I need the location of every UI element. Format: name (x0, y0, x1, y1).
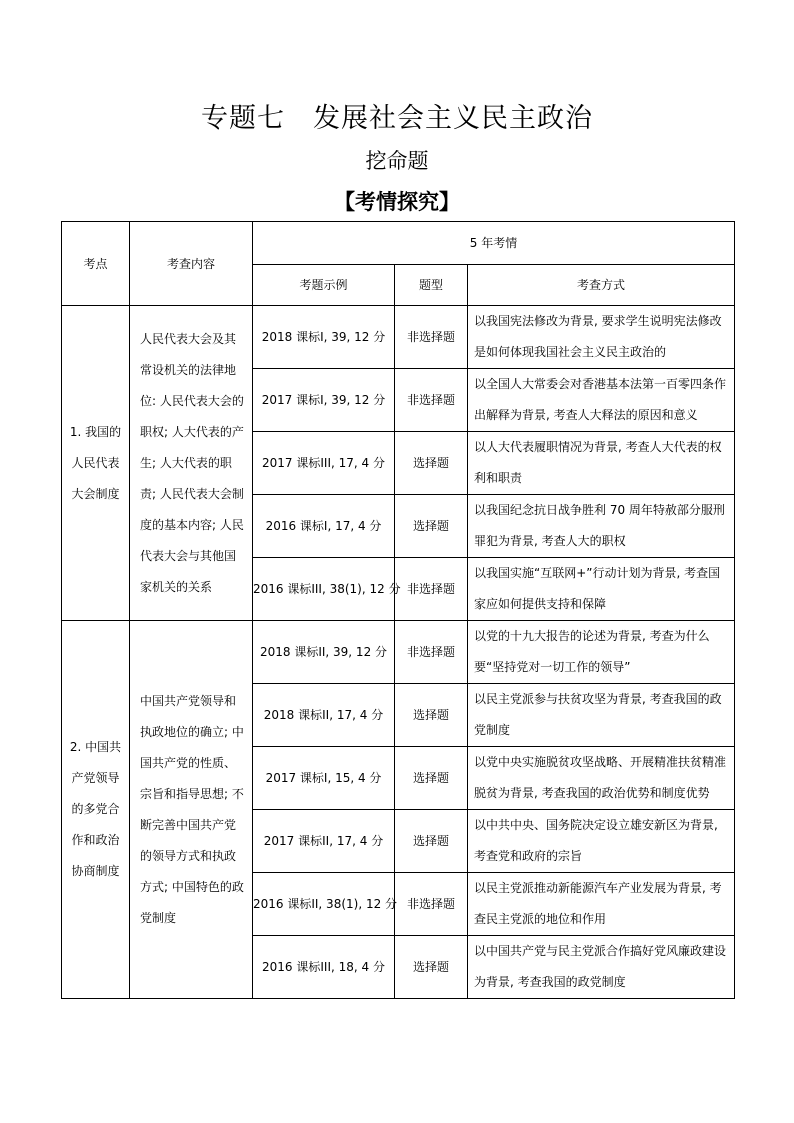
exam-content-cell: 中国共产党领导和执政地位的确立; 中国共产党的性质、宗旨和指导思想; 不断完善中国共产党的领导方式和执政方式; 中国特色的政党制度 (130, 621, 253, 999)
exam-method-cell: 以民主党派推动新能源汽车产业发展为背景, 考查民主党派的地位和作用 (468, 873, 735, 936)
exam-example-cell: 2016 课标II, 38(1), 12 分 (253, 873, 395, 936)
question-type-cell: 非选择题 (395, 873, 468, 936)
col-header-point: 考点 (62, 222, 130, 306)
question-type-cell: 非选择题 (395, 369, 468, 432)
exam-method-cell: 以人大代表履职情况为背景, 考查人大代表的权利和职责 (468, 432, 735, 495)
exam-point-cell: 2. 中国共产党领导的多党合作和政治协商制度 (62, 621, 130, 999)
col-header-example: 考题示例 (253, 265, 395, 306)
table-header-row-1 (62, 222, 735, 265)
question-type-cell: 选择题 (395, 747, 468, 810)
col-header-content: 考查内容 (130, 222, 253, 306)
exam-method-cell: 以民主党派参与扶贫攻坚为背景, 考查我国的政党制度 (468, 684, 735, 747)
exam-example-cell: 2018 课标II, 39, 12 分 (253, 621, 395, 684)
exam-point-cell: 1. 我国的人民代表大会制度 (62, 306, 130, 621)
exam-method-cell: 以中共中央、国务院决定设立雄安新区为背景, 考查党和政府的宗旨 (468, 810, 735, 873)
question-type-cell: 非选择题 (395, 306, 468, 369)
exam-method-cell: 以党的十九大报告的论述为背景, 考查为什么要“坚持党对一切工作的领导” (468, 621, 735, 684)
exam-example-cell: 2018 课标Ⅰ, 39, 12 分 (253, 306, 395, 369)
col-header-type: 题型 (395, 265, 468, 306)
page-subtitle: 挖命题 (365, 149, 429, 173)
question-type-cell: 选择题 (395, 495, 468, 558)
exam-example-cell: 2016 课标Ⅰ, 17, 4 分 (253, 495, 395, 558)
section-heading: 【考情探究】 (334, 190, 460, 214)
exam-example-cell: 2016 课标III, 18, 4 分 (253, 936, 395, 999)
exam-example-cell: 2017 课标Ⅰ, 39, 12 分 (253, 369, 395, 432)
table-row (62, 621, 735, 684)
exam-example-cell: 2017 课标II, 17, 4 分 (253, 810, 395, 873)
question-type-cell: 非选择题 (395, 621, 468, 684)
exam-method-cell: 以我国纪念抗日战争胜利 70 周年特赦部分服刑罪犯为背景, 考查人大的职权 (468, 495, 735, 558)
exam-example-cell: 2016 课标III, 38(1), 12 分 (253, 558, 395, 621)
exam-method-cell: 以全国人大常委会对香港基本法第一百零四条作出解释为背景, 考查人大释法的原因和意义 (468, 369, 735, 432)
exam-method-cell: 以中国共产党与民主党派合作搞好党风廉政建设为背景, 考查我国的政党制度 (468, 936, 735, 999)
exam-method-cell: 以党中央实施脱贫攻坚战略、开展精准扶贫精准脱贫为背景, 考查我国的政治优势和制度优势 (468, 747, 735, 810)
exam-example-cell: 2017 课标III, 17, 4 分 (253, 432, 395, 495)
exam-content-cell: 人民代表大会及其常设机关的法律地位: 人民代表大会的职权; 人大代表的产生; 人大代表的职责; 人民代表大会制度的基本内容; 人民代表大会与其他国家机关的关系 (130, 306, 253, 621)
question-type-cell: 选择题 (395, 810, 468, 873)
question-type-cell: 非选择题 (395, 558, 468, 621)
exam-example-cell: 2018 课标II, 17, 4 分 (253, 684, 395, 747)
question-type-cell: 选择题 (395, 684, 468, 747)
question-type-cell: 选择题 (395, 432, 468, 495)
exam-example-cell: 2017 课标Ⅰ, 15, 4 分 (253, 747, 395, 810)
exam-method-cell: 以我国实施“互联网+”行动计划为背景, 考查国家应如何提供支持和保障 (468, 558, 735, 621)
col-header-group: 5 年考情 (253, 222, 735, 265)
exam-method-cell: 以我国宪法修改为背景, 要求学生说明宪法修改是如何体现我国社会主义民主政治的 (468, 306, 735, 369)
table-row (62, 306, 735, 369)
page-title: 专题七 发展社会主义民主政治 (201, 103, 593, 134)
exam-analysis-table (61, 221, 735, 999)
question-type-cell: 选择题 (395, 936, 468, 999)
col-header-method: 考查方式 (468, 265, 735, 306)
